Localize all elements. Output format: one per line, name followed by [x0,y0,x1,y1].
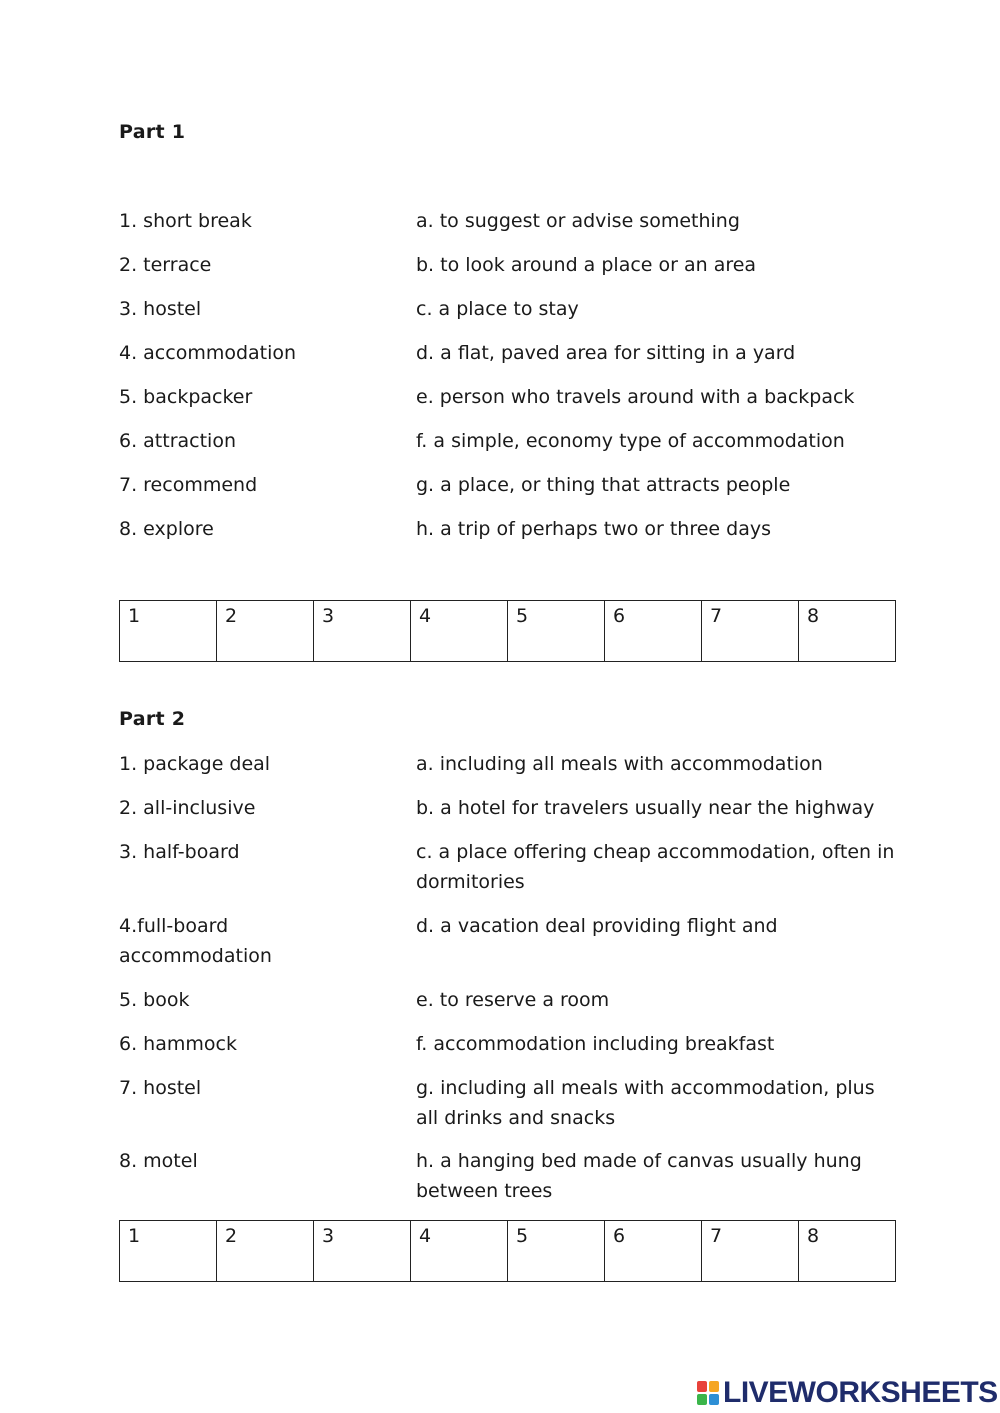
part1-term: 2. terrace [119,254,212,276]
part2-term: 1. package deal [119,753,271,775]
part1-answer-table [119,600,896,662]
logo-square-green [697,1394,707,1405]
part1-answer-cell[interactable]: 6 [605,601,702,662]
part1-term: 8. explore [119,518,214,540]
part2-answer-cell[interactable]: 8 [799,1221,896,1282]
logo-square-blue [709,1394,719,1405]
part1-definition: g. a place, or thing that attracts people [416,474,791,496]
part2-answer-cell[interactable]: 6 [605,1221,702,1282]
logo-square-red [697,1381,707,1392]
part2-answer-cell[interactable]: 3 [314,1221,411,1282]
part2-term: 6. hammock [119,1033,237,1055]
logo-square-orange [709,1381,719,1392]
part1-term: 1. short break [119,210,252,232]
part1-answer-cell[interactable]: 8 [799,601,896,662]
part2-term: 2. all-inclusive [119,797,256,819]
part1-answer-cell[interactable]: 1 [120,601,217,662]
part1-term: 6. attraction [119,430,237,452]
part1-definition: h. a trip of perhaps two or three days [416,518,771,540]
part2-definition: a. including all meals with accommodation [416,753,823,775]
liveworksheets-logo-icon [697,1381,719,1405]
part2-definition: b. a hotel for travelers usually near the highway [416,797,875,819]
part2-answer-cell[interactable]: 4 [411,1221,508,1282]
liveworksheets-logo [697,1375,998,1411]
part1-answer-cell[interactable]: 4 [411,601,508,662]
part2-heading: Part 2 [119,708,186,730]
part2-term: 4.full-board accommodation [119,915,272,967]
part2-answer-cell[interactable]: 7 [702,1221,799,1282]
part2-definition: d. a vacation deal providing flight and [416,915,778,937]
part1-answer-cell[interactable]: 5 [508,601,605,662]
part1-definition: e. person who travels around with a backpack [416,386,855,408]
part1-term: 3. hostel [119,298,202,320]
part2-term: 8. motel [119,1150,198,1172]
part2-term: 3. half-board [119,841,240,863]
part1-definition: c. a place to stay [416,298,579,320]
part1-definition: a. to suggest or advise something [416,210,740,232]
part2-definition: g. including all meals with accommodation, plus all drinks and snacks [416,1077,875,1129]
part2-answer-cell[interactable]: 5 [508,1221,605,1282]
part1-definition: b. to look around a place or an area [416,254,757,276]
part1-term: 7. recommend [119,474,258,496]
part2-term: 7. hostel [119,1077,202,1099]
part1-answer-cell[interactable]: 2 [217,601,314,662]
part1-term: 5. backpacker [119,386,253,408]
part2-answer-table [119,1220,896,1282]
part1-answer-cell[interactable]: 7 [702,601,799,662]
part2-definition: h. a hanging bed made of canvas usually hung between trees [416,1150,862,1202]
part2-answer-cell[interactable]: 1 [120,1221,217,1282]
part1-answer-cell[interactable]: 3 [314,601,411,662]
part2-answer-cell[interactable]: 2 [217,1221,314,1282]
part2-definition: e. to reserve a room [416,989,610,1011]
part1-term: 4. accommodation [119,342,297,364]
part2-definition: f. accommodation including breakfast [416,1033,775,1055]
part1-heading: Part 1 [119,121,186,143]
part2-term: 5. book [119,989,190,1011]
liveworksheets-logo-text: LIVEWORKSHEETS [723,1376,998,1409]
part2-definition: c. a place offering cheap accommodation, often in dormitories [416,841,895,893]
part1-definition: d. a flat, paved area for sitting in a yard [416,342,796,364]
part1-definition: f. a simple, economy type of accommodation [416,430,845,452]
